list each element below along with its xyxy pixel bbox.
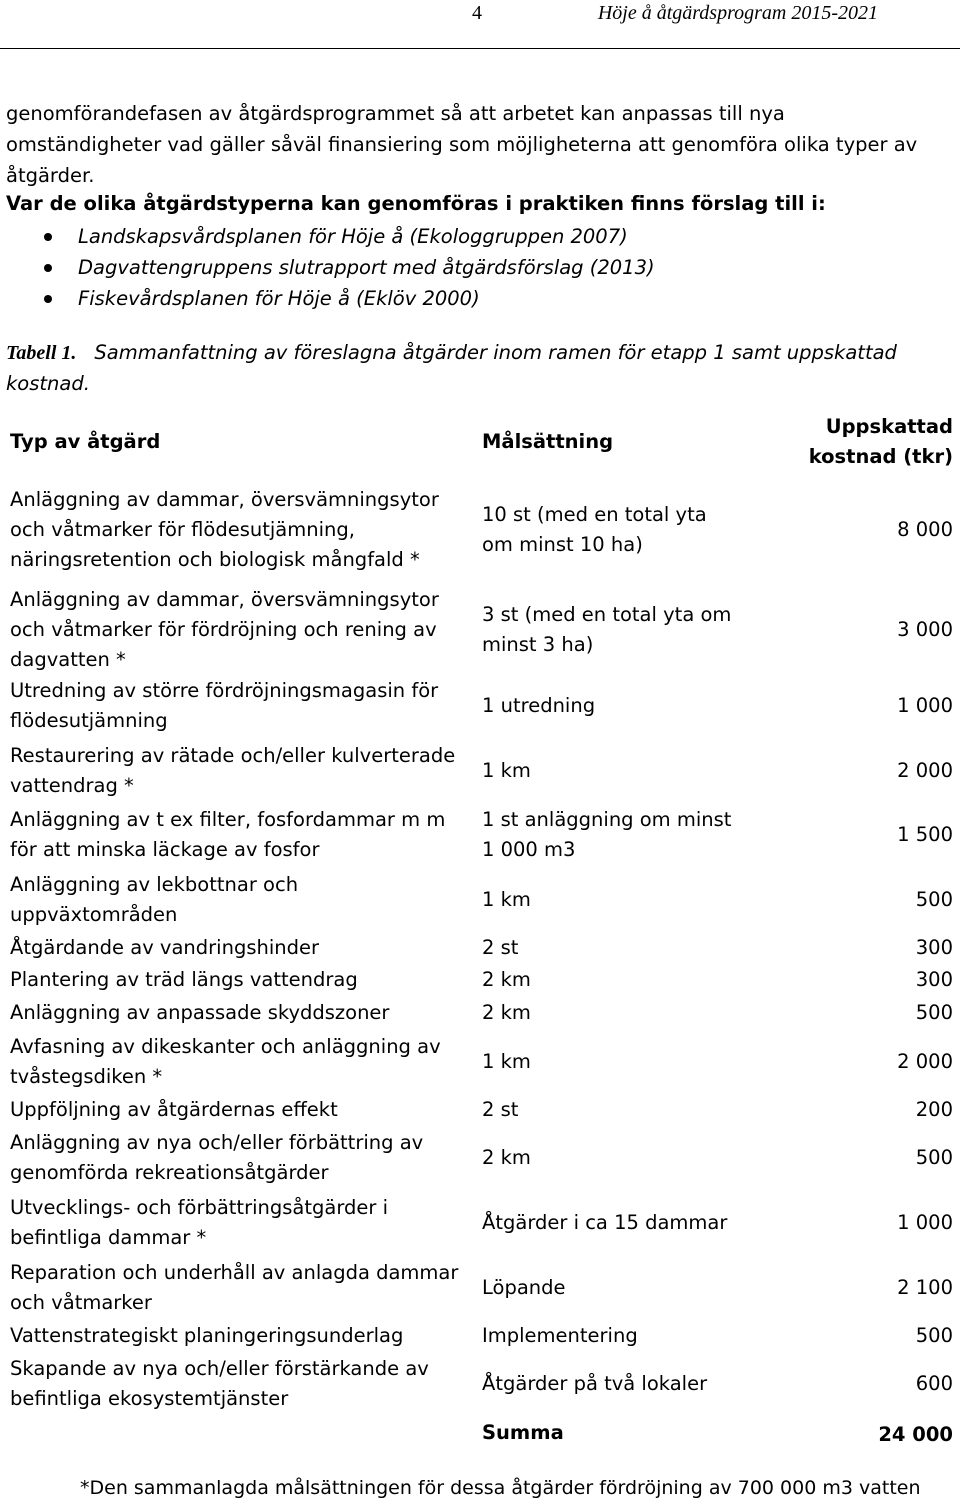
cell-type bbox=[10, 1321, 470, 1351]
cell-cost: 2 100 bbox=[897, 1276, 953, 1299]
cell-goal-line: om minst 10 ha) bbox=[482, 533, 643, 556]
cell-type bbox=[10, 676, 470, 736]
cell-goal-line: 2 st bbox=[482, 936, 519, 959]
cell-cost: 500 bbox=[915, 1324, 953, 1347]
caption-text: Sammanfattning av föreslagna åtgärder inom ramen för etapp 1 samt uppskattad bbox=[94, 341, 897, 364]
cell-type-line: och våtmarker för flödesutjämning, bbox=[10, 518, 355, 541]
bullet-icon bbox=[44, 264, 52, 272]
cell-cost: 500 bbox=[915, 1146, 953, 1169]
cell-goal bbox=[482, 1047, 772, 1077]
cell-goal bbox=[482, 965, 772, 995]
intro-line: genomförandefasen av åtgärdsprogrammet så att arbetet kan anpassas till nya bbox=[6, 102, 785, 125]
cell-goal bbox=[482, 691, 772, 721]
cell-type bbox=[10, 1258, 470, 1318]
cell-type-line: Åtgärdande av vandringshinder bbox=[10, 936, 320, 959]
cell-type-line: befintliga ekosystemtjänster bbox=[10, 1387, 289, 1410]
cell-type bbox=[10, 741, 470, 801]
cell-goal-line: 3 st (med en total yta om bbox=[482, 603, 732, 626]
cell-type bbox=[10, 1193, 470, 1253]
cell-cost: 300 bbox=[915, 936, 953, 959]
cell-cost: 500 bbox=[915, 1001, 953, 1024]
cell-type-line: och våtmarker för fördröjning och rening av bbox=[10, 618, 437, 641]
reference-item bbox=[0, 283, 655, 314]
cell-type-line: Anläggning av dammar, översvämningsytor bbox=[10, 488, 439, 511]
cell-type-line: Anläggning av nya och/eller förbättring av bbox=[10, 1131, 424, 1154]
cell-goal-line: Löpande bbox=[482, 1276, 566, 1299]
cell-goal bbox=[482, 933, 772, 963]
bullet-icon bbox=[44, 233, 52, 241]
cell-type bbox=[10, 933, 470, 963]
cell-type bbox=[10, 485, 470, 575]
cell-type-line: Anläggning av anpassade skyddszoner bbox=[10, 1001, 390, 1024]
cell-goal bbox=[482, 600, 772, 660]
header-goal: Målsättning bbox=[482, 430, 614, 453]
cell-goal-line: 10 st (med en total yta bbox=[482, 503, 707, 526]
reference-list bbox=[0, 221, 655, 314]
cell-type-line: uppväxtområden bbox=[10, 903, 178, 926]
cell-cost: 2 000 bbox=[897, 759, 953, 782]
cell-type-line: vattendrag * bbox=[10, 774, 134, 797]
cell-cost: 2 000 bbox=[897, 1050, 953, 1073]
cell-goal bbox=[482, 1321, 772, 1351]
summary-label: Summa bbox=[482, 1421, 564, 1444]
cell-type-line: Skapande av nya och/eller förstärkande av bbox=[10, 1357, 429, 1380]
cell-cost: 3 000 bbox=[897, 618, 953, 641]
cell-goal-line: minst 3 ha) bbox=[482, 633, 594, 656]
intro-line: åtgärder. bbox=[6, 164, 95, 187]
cell-goal bbox=[482, 756, 772, 786]
reference-item bbox=[0, 252, 655, 283]
lead-sentence: Var de olika åtgärdstyperna kan genomföras i praktiken finns förslag till i: bbox=[6, 192, 826, 215]
reference-text: Landskapsvårdsplanen för Höje å (Ekologgruppen 2007) bbox=[78, 225, 628, 248]
cell-goal-line: 2 km bbox=[482, 1001, 531, 1024]
cell-goal-line: 1 km bbox=[482, 888, 531, 911]
header-divider bbox=[0, 48, 960, 49]
cell-goal bbox=[482, 885, 772, 915]
reference-text: Dagvattengruppens slutrapport med åtgärdsförslag (2013) bbox=[78, 256, 655, 279]
cell-type bbox=[10, 1128, 470, 1188]
cell-type-line: tvåstegsdiken * bbox=[10, 1065, 163, 1088]
reference-text: Fiskevårdsplanen för Höje å (Eklöv 2000) bbox=[78, 287, 480, 310]
cell-goal-line: 1 km bbox=[482, 759, 531, 782]
cell-cost: 600 bbox=[915, 1372, 953, 1395]
cell-type-line: Anläggning av t ex filter, fosfordammar m m bbox=[10, 808, 446, 831]
cell-type-line: Plantering av träd längs vattendrag bbox=[10, 968, 358, 991]
cell-type bbox=[10, 998, 470, 1028]
cell-goal-line: Implementering bbox=[482, 1324, 638, 1347]
page-number: 4 bbox=[472, 2, 482, 24]
cell-goal-line: 2 km bbox=[482, 1146, 531, 1169]
cell-goal-line: 1 st anläggning om minst bbox=[482, 808, 732, 831]
cell-type-line: genomförda rekreationsåtgärder bbox=[10, 1161, 329, 1184]
header-cost-line: Uppskattad bbox=[825, 415, 953, 438]
footnote: *Den sammanlagda målsättningen för dessa åtgärder fördröjning av 700 000 m3 vatten bbox=[80, 1477, 921, 1499]
cell-type bbox=[10, 1032, 470, 1092]
cell-cost: 1 000 bbox=[897, 694, 953, 717]
cell-type bbox=[10, 585, 470, 675]
cell-goal-line: 1 utredning bbox=[482, 694, 596, 717]
table-caption bbox=[6, 338, 951, 400]
cell-type-line: för att minska läckage av fosfor bbox=[10, 838, 320, 861]
caption-label: Tabell 1. bbox=[6, 342, 77, 364]
cell-type bbox=[10, 1354, 470, 1414]
cell-type-line: Uppföljning av åtgärdernas effekt bbox=[10, 1098, 338, 1121]
cell-goal bbox=[482, 1369, 772, 1399]
cell-type-line: Restaurering av rätade och/eller kulverterade bbox=[10, 744, 456, 767]
cell-type-line: näringsretention och biologisk mångfald * bbox=[10, 548, 420, 571]
cell-type-line: befintliga dammar * bbox=[10, 1226, 207, 1249]
cell-type-line: Anläggning av dammar, översvämningsytor bbox=[10, 588, 439, 611]
intro-line: omständigheter vad gäller såväl finansiering som möjligheterna att genomföra olika typer av bbox=[6, 133, 918, 156]
cell-type-line: Anläggning av lekbottnar och bbox=[10, 873, 299, 896]
cell-goal bbox=[482, 1208, 772, 1238]
running-title: Höje å åtgärdsprogram 2015-2021 bbox=[597, 2, 878, 24]
cell-type-line: Utredning av större fördröjningsmagasin för bbox=[10, 679, 439, 702]
cell-goal bbox=[482, 1095, 772, 1125]
cell-goal-line: 1 km bbox=[482, 1050, 531, 1073]
cell-cost: 1 000 bbox=[897, 1211, 953, 1234]
cell-type-line: Avfasning av dikeskanter och anläggning av bbox=[10, 1035, 441, 1058]
cell-goal-line: 2 km bbox=[482, 968, 531, 991]
cell-type-line: Utvecklings- och förbättringsåtgärder i bbox=[10, 1196, 389, 1219]
header-cost bbox=[773, 412, 953, 472]
cell-cost: 300 bbox=[915, 968, 953, 991]
header-type: Typ av åtgärd bbox=[10, 430, 161, 453]
intro-paragraph bbox=[6, 98, 951, 191]
cell-goal bbox=[482, 998, 772, 1028]
cell-goal-line: 1 000 m3 bbox=[482, 838, 576, 861]
cell-type bbox=[10, 805, 470, 865]
cell-type bbox=[10, 1095, 470, 1125]
cell-goal bbox=[482, 805, 772, 865]
cell-cost: 8 000 bbox=[897, 518, 953, 541]
header-cost-line: kostnad (tkr) bbox=[808, 445, 953, 468]
cell-type-line: dagvatten * bbox=[10, 648, 126, 671]
cell-goal-line: Åtgärder på två lokaler bbox=[482, 1372, 708, 1395]
cell-cost: 200 bbox=[915, 1098, 953, 1121]
reference-item bbox=[0, 221, 655, 252]
cell-type bbox=[10, 870, 470, 930]
cell-goal bbox=[482, 1273, 772, 1303]
page-header bbox=[0, 0, 960, 48]
cell-type-line: Vattenstrategiskt planingeringsunderlag bbox=[10, 1324, 404, 1347]
cell-goal-line: Åtgärder i ca 15 dammar bbox=[482, 1211, 728, 1234]
cell-type bbox=[10, 965, 470, 995]
summary-value: 24 000 bbox=[878, 1423, 953, 1446]
cell-goal bbox=[482, 1143, 772, 1173]
cell-goal bbox=[482, 500, 772, 560]
bullet-icon bbox=[44, 295, 52, 303]
caption-text-continued: kostnad. bbox=[6, 372, 90, 395]
cell-cost: 1 500 bbox=[897, 823, 953, 846]
cell-cost: 500 bbox=[915, 888, 953, 911]
cell-type-line: Reparation och underhåll av anlagda dammar bbox=[10, 1261, 459, 1284]
cell-type-line: flödesutjämning bbox=[10, 709, 168, 732]
cell-goal-line: 2 st bbox=[482, 1098, 519, 1121]
cell-type-line: och våtmarker bbox=[10, 1291, 152, 1314]
